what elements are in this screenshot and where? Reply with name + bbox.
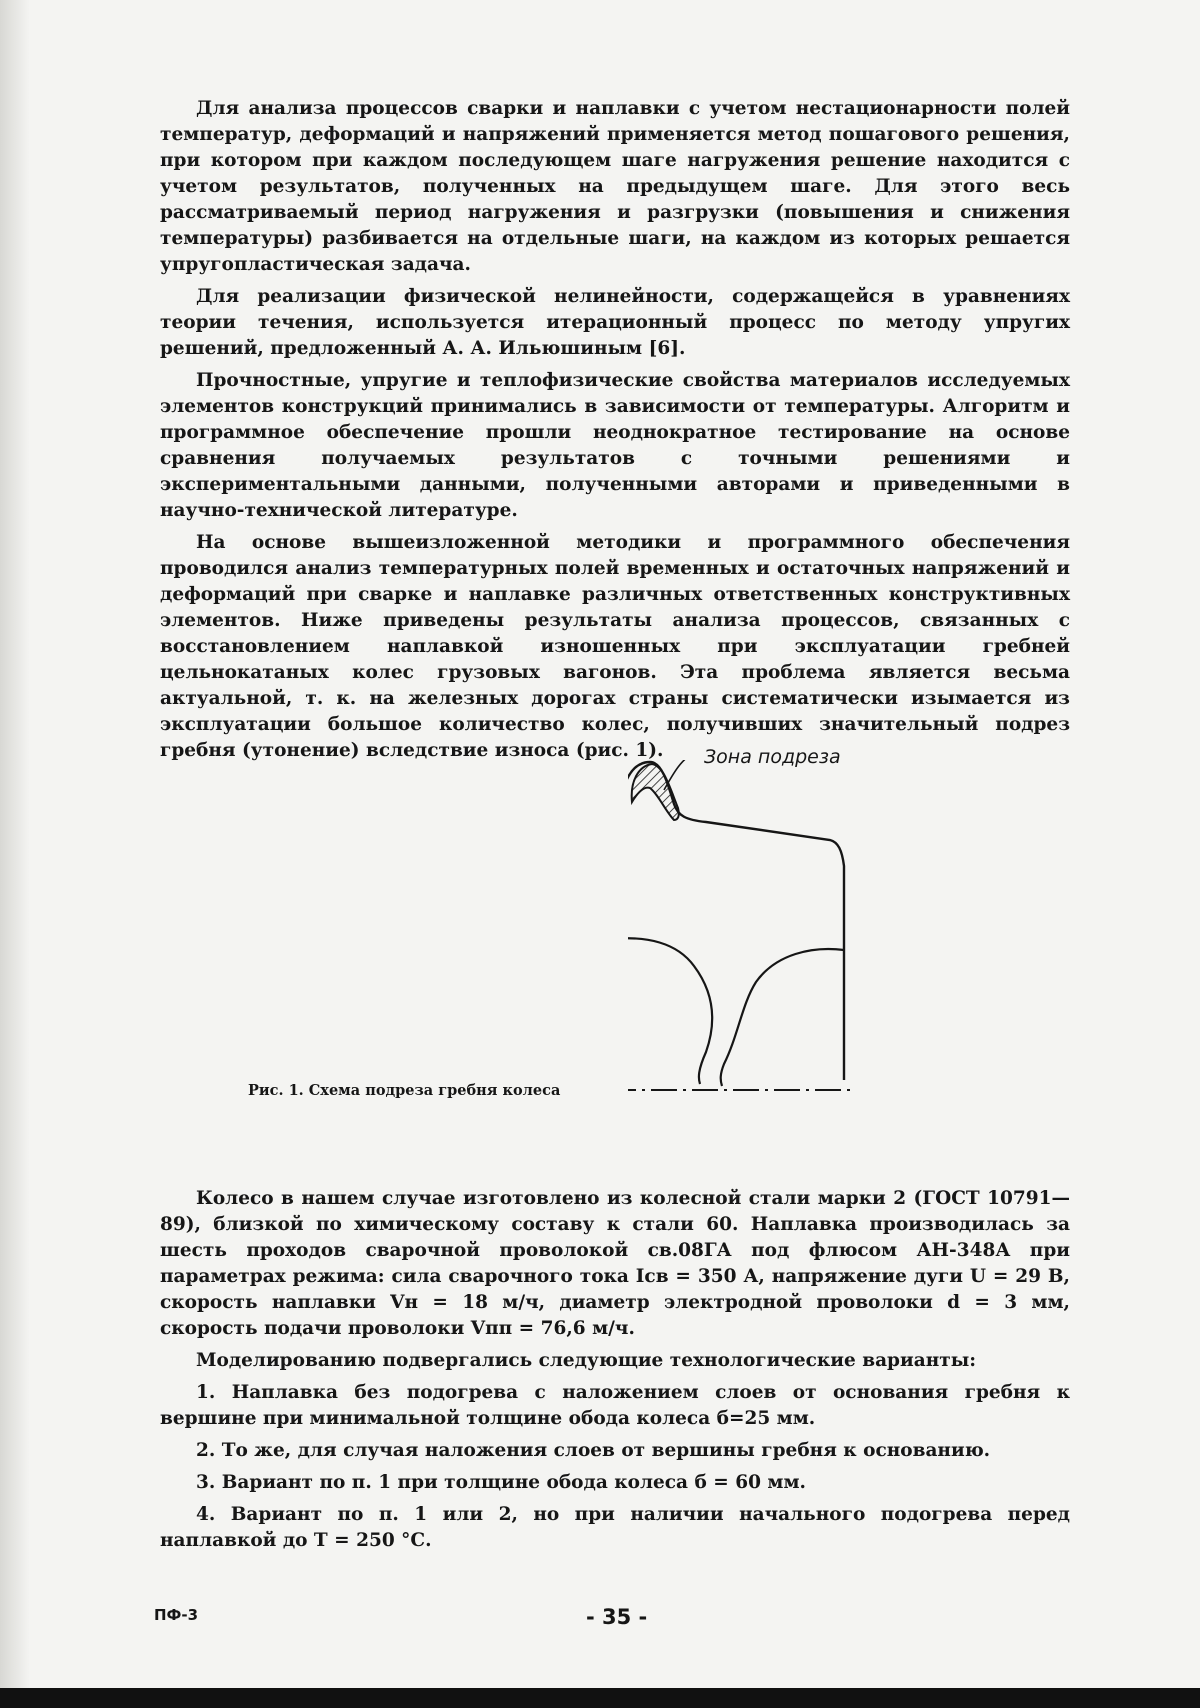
figure-caption: Рис. 1. Схема подреза гребня колеса <box>248 1082 561 1099</box>
undercut-zone <box>632 764 679 820</box>
paragraph: 1. Наплавка без подогрева с наложением слоев от основания гребня к вершине при минимальной толщине обода колеса б=25 мм. <box>160 1382 1070 1429</box>
paragraph: 2. То же, для случая наложения слоев от вершины гребня к основанию. <box>196 1440 991 1461</box>
paragraph: Для анализа процессов сварки и наплавки с учетом нестационарности полей температур, деформаций и напряжений применяется метод пошагового решения, при котором при каждом последующем шаге нагружения решение находится с учетом результатов, полученных на предыдущем шаге. Для этого весь рассматриваемый период нагружения и разгрузки (повышения и снижения температуры) разбивается на отдельные шаги, на каждом из которых решается упругопластическая задача. <box>160 98 1070 275</box>
text-block-bottom <box>160 1186 1070 1560</box>
scan-edge <box>0 1688 1200 1708</box>
paragraph: На основе вышеизложенной методики и программного обеспечения проводился анализ температурных полей временных и остаточных напряжений и деформаций при сварке и наплавке различных ответственных конструктивных элементов. Ниже приведены результаты анализа процессов, связанных с восстановлением наплавкой изношенных при эксплуатации гребней цельнокатаных колес грузовых вагонов. Эта проблема является весьма актуальной, т. к. на железных дорогах страны систематически изымается из эксплуатации большое количество колес, получивших значительный подрез гребня (утонение) вследствие износа (рис. 1). <box>160 532 1070 761</box>
web-contour <box>721 949 844 1086</box>
paragraph: 3. Вариант по п. 1 при толщине обода колеса б = 60 мм. <box>196 1472 806 1493</box>
footer-code: ПФ-3 <box>154 1606 199 1624</box>
text-block-top <box>160 96 1070 770</box>
web-contour <box>628 938 712 1084</box>
paragraph: 4. Вариант по п. 1 или 2, но при наличии начального подогрева перед наплавкой до Т = 250 °С. <box>160 1504 1070 1551</box>
paragraph: Для реализации физической нелинейности, содержащейся в уравнениях теории течения, используется итерационный процесс по методу упругих решений, предложенный А. А. Ильюшиным [6]. <box>160 286 1070 359</box>
page-number: - 35 - <box>586 1605 648 1629</box>
wheel-flange-drawing <box>628 760 918 1180</box>
zone-label: Зона подреза <box>704 746 841 768</box>
paragraph: Колесо в нашем случае изготовлено из колесной стали марки 2 (ГОСТ 10791—89), близкой по химическому составу к стали 60. Наплавка производилась за шесть проходов сварочной проволокой св.08ГА под флюсом АН-348А при параметрах режима: сила сварочного тока Iсв = 350 А, напряжение дуги U = 29 В, скорость наплавки Vн = 18 м/ч, диаметр электродной проволоки d = 3 мм, скорость подачи проволоки Vпп = 76,6 м/ч. <box>160 1188 1070 1339</box>
wheel-flange-figure <box>628 760 918 1180</box>
paragraph: Прочностные, упругие и теплофизические свойства материалов исследуемых элементов конструкций принимались в зависимости от температуры. Алгоритм и программное обеспечение прошли неоднократное тестирование на основе сравнения получаемых результатов с точными решениями и экспериментальными данными, полученными авторами и приведенными в научно-технической литературе. <box>160 370 1070 521</box>
scan-margin <box>0 0 30 1688</box>
paragraph: Моделированию подвергались следующие технологические варианты: <box>196 1350 977 1371</box>
